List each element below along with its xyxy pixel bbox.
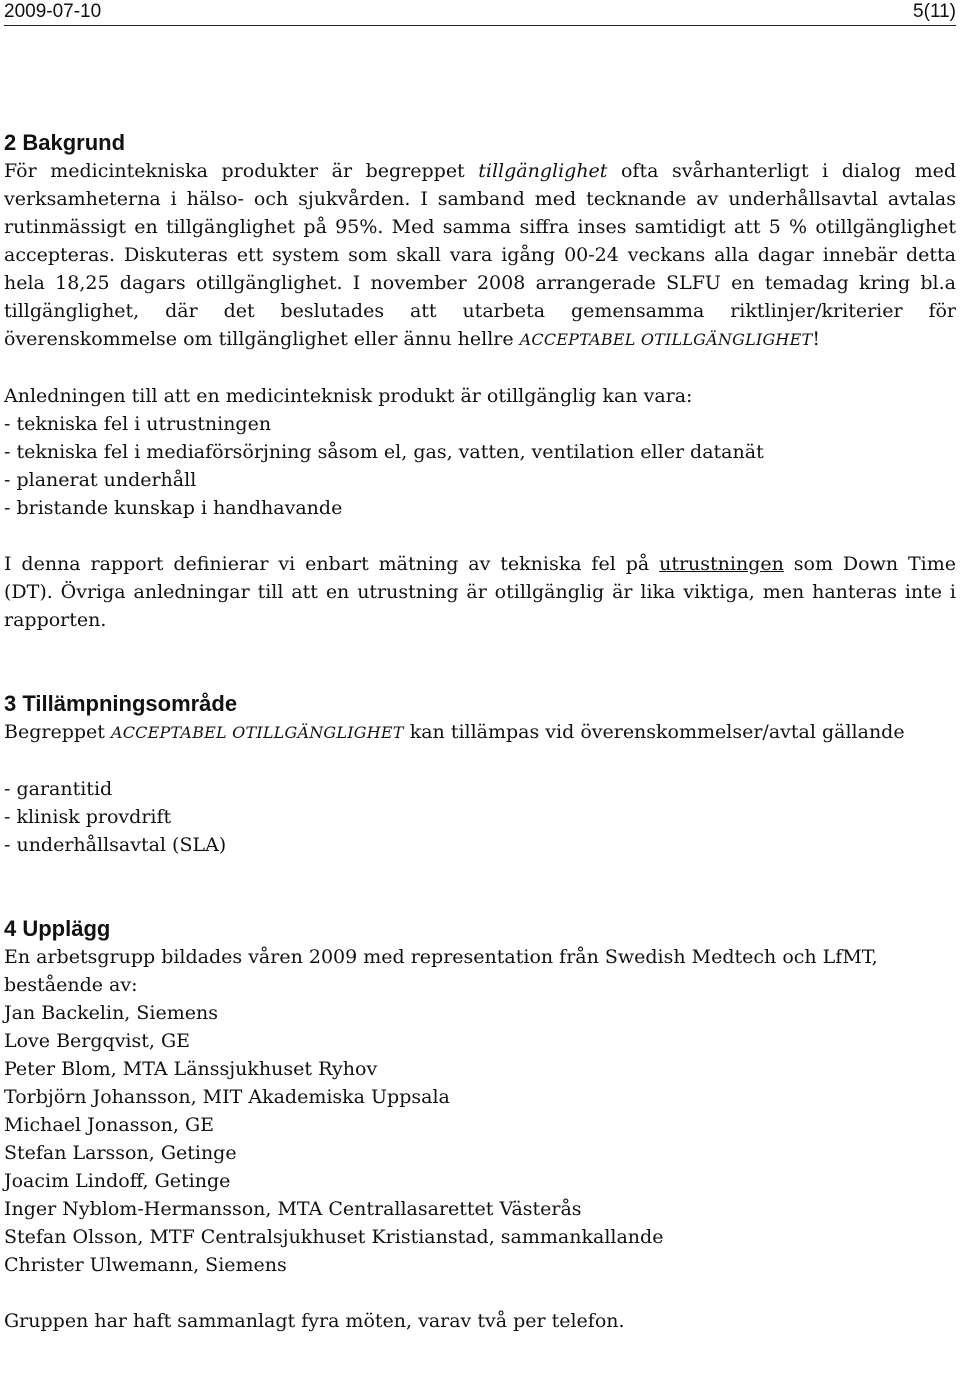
causes-intro: Anledningen till att en medicinteknisk produkt är otillgänglig kan vara: [4, 385, 693, 407]
list-item: Love Bergqvist, GE [4, 1030, 191, 1052]
section-4-heading: 4 Upplägg [4, 916, 111, 941]
spacer [4, 747, 956, 775]
list-item: Inger Nyblom-Hermansson, MTA Centrallasarettet Västerås [4, 1198, 582, 1220]
list-item: - tekniska fel i utrustningen [4, 413, 272, 435]
spacer [4, 859, 956, 915]
section-tillampningsomrade [4, 690, 956, 859]
spacer [4, 1279, 956, 1307]
underlined-term: utrustningen [659, 553, 784, 575]
list-item: Jan Backelin, Siemens [4, 1002, 218, 1024]
scope-paragraph [4, 550, 956, 634]
page-header [4, 0, 956, 26]
scope-list [4, 775, 956, 859]
closing-sentence: Gruppen har haft sammanlagt fyra möten, varav två per telefon. [4, 1310, 625, 1332]
list-item: - tekniska fel i mediaförsörjning såsom el, gas, vatten, ventilation eller datanät [4, 441, 764, 463]
list-item: - bristande kunskap i handhavande [4, 497, 343, 519]
list-item: Stefan Larsson, Getinge [4, 1142, 237, 1164]
members-list [4, 999, 956, 1279]
spacer [4, 354, 956, 382]
para-text: För medicintekniska produkter är begreppet [4, 160, 479, 182]
section-3-heading: 3 Tillämpningsområde [4, 691, 238, 716]
para-text: kan tillämpas vid överenskommelser/avtal gällande [403, 721, 905, 743]
causes-list [4, 410, 956, 522]
list-item: Torbjörn Johansson, MIT Akademiska Uppsala [4, 1086, 450, 1108]
list-item: - planerat underhåll [4, 469, 197, 491]
header-page-number: 5(11) [913, 1, 956, 22]
list-item: Michael Jonasson, GE [4, 1114, 215, 1136]
header-rule [4, 25, 956, 26]
para-text: I denna rapport definierar vi enbart mätning av tekniska fel på [4, 553, 660, 575]
list-item: Stefan Olsson, MTF Centralsjukhuset Kristianstad, sammankallande [4, 1226, 664, 1248]
document-body [4, 129, 956, 1335]
group-intro: En arbetsgrupp bildades våren 2009 med representation från Swedish Medtech och LfMT, bestående av: [4, 946, 878, 996]
para-text: ofta svårhanterligt i dialog med verksamheterna i hälso- och sjukvården. I samband med tecknande av underhållsavtal avtalas rutinmässigt en tillgänglighet på 95%. Med samma siffra inses samtidigt att 5 % otillgänglighet accepteras. Diskuteras ett system som skall vara igång 00-24 veckans alla dagar innebär detta hela 18,25 dagars otillgänglighet. I november 2008 arrangerade SLFU en temadag kring bl.a tillgänglighet, där det beslutades att utarbeta gemensamma riktlinjer/kriterier för överenskommelse om tillgänglighet eller ännu hellre [4, 160, 956, 350]
spacer [4, 634, 956, 690]
term-tillganglighet: tillgänglighet [478, 160, 608, 182]
section-upplagg [4, 915, 956, 1335]
scope-intro [4, 718, 956, 747]
list-item: Joacim Lindoff, Getinge [4, 1170, 231, 1192]
section-2-heading: 2 Bakgrund [4, 130, 126, 155]
list-item: - klinisk provdrift [4, 806, 172, 828]
list-item: Christer Ulwemann, Siemens [4, 1254, 287, 1276]
term-acceptabel-otillganglighet: ACCEPTABEL OTILLGÄNGLIGHET [519, 330, 813, 349]
list-item: - underhållsavtal (SLA) [4, 834, 227, 856]
list-item: - garantitid [4, 778, 113, 800]
bakgrund-paragraph [4, 157, 956, 354]
term-acceptabel-otillganglighet: ACCEPTABEL OTILLGÄNGLIGHET [110, 723, 404, 742]
header-date: 2009-07-10 [4, 1, 102, 22]
para-text: Begreppet [4, 721, 111, 743]
spacer [4, 522, 956, 550]
section-bakgrund [4, 129, 956, 634]
para-text: som Down Time (DT). Övriga anledningar till att en utrustning är otillgänglig är lika viktiga, men hanteras inte i rapporten. [4, 553, 956, 631]
para-text: ! [812, 328, 820, 350]
list-item: Peter Blom, MTA Länssjukhuset Ryhov [4, 1058, 378, 1080]
